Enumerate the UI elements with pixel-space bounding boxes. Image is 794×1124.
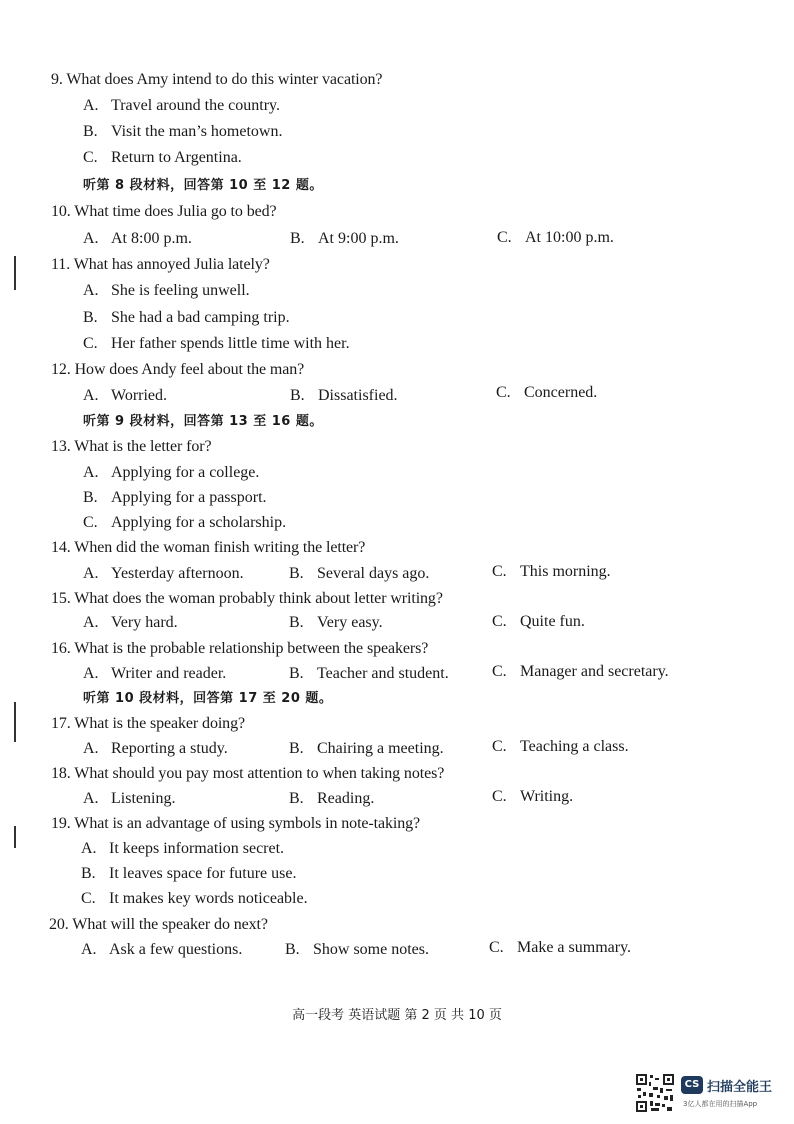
section-instruction: 听第 8 段材料，回答第 10 至 12 题。 (83, 178, 323, 193)
question-18-option-b[interactable] (289, 789, 374, 809)
camscanner-tagline: 3亿人都在用的扫描App (683, 1100, 758, 1108)
question-16-option-b[interactable] (289, 664, 449, 684)
question-17-stem: 17. What is the speaker doing? (51, 715, 245, 732)
question-18-stem: 18. What should you pay most attention to when taking notes? (51, 765, 445, 782)
margin-mark (14, 826, 16, 848)
camscanner-logo: CS (681, 1076, 703, 1094)
option-text: Manager and secretary. (520, 663, 669, 680)
option-letter: A. (81, 941, 97, 958)
option-text: Concerned. (524, 384, 598, 401)
option-letter: B. (81, 865, 96, 882)
margin-mark (14, 702, 16, 742)
option-letter: B. (83, 309, 98, 326)
question-12-option-a[interactable] (83, 386, 167, 406)
option-text: Teaching a class. (520, 738, 629, 755)
question-18-option-a[interactable] (83, 789, 175, 809)
option-letter: A. (83, 665, 99, 682)
option-letter: A. (83, 387, 99, 404)
option-text: Worried. (111, 387, 168, 404)
question-15-option-b[interactable] (289, 613, 383, 633)
question-20-option-b[interactable] (285, 940, 429, 960)
option-letter: C. (492, 738, 507, 755)
question-12-option-b[interactable] (290, 386, 398, 406)
option-letter: B. (289, 665, 304, 682)
option-text: Teacher and student. (317, 665, 449, 682)
option-text: Several days ago. (317, 565, 430, 582)
option-letter: A. (83, 565, 99, 582)
option-text: Make a summary. (517, 939, 632, 956)
option-letter: C. (489, 939, 504, 956)
option-letter: C. (497, 229, 512, 246)
option-text: Visit the man’s hometown. (111, 123, 283, 140)
question-9-stem: 9. What does Amy intend to do this winter vacation? (51, 71, 383, 88)
option-letter: B. (285, 941, 300, 958)
question-19-option-a[interactable] (81, 839, 284, 859)
option-letter: C. (492, 788, 507, 805)
question-10-option-c[interactable] (497, 228, 614, 248)
option-letter: B. (83, 489, 98, 506)
option-text: Show some notes. (313, 941, 429, 958)
option-letter: A. (83, 282, 99, 299)
option-text: Applying for a college. (111, 464, 260, 481)
option-text: Return to Argentina. (111, 149, 242, 166)
question-14-option-c[interactable] (492, 562, 611, 582)
option-letter: A. (81, 840, 97, 857)
option-text: Writing. (520, 788, 574, 805)
option-letter: B. (83, 123, 98, 140)
option-letter: C. (492, 613, 507, 630)
question-17-option-a[interactable] (83, 739, 228, 759)
option-letter: B. (290, 387, 305, 404)
option-letter: B. (289, 740, 304, 757)
option-text: She had a bad camping trip. (111, 309, 290, 326)
section-instruction: 听第 10 段材料，回答第 17 至 20 题。 (83, 691, 333, 706)
question-20-option-c[interactable] (489, 938, 631, 958)
option-letter: C. (83, 335, 98, 352)
option-text: At 8:00 p.m. (111, 230, 192, 247)
question-10-option-b[interactable] (290, 229, 399, 249)
option-letter: A. (83, 230, 99, 247)
option-text: Very hard. (111, 614, 178, 631)
option-letter: A. (83, 790, 99, 807)
question-17-option-c[interactable] (492, 737, 629, 757)
option-text: Her father spends little time with her. (111, 335, 350, 352)
option-text: Applying for a passport. (111, 489, 267, 506)
question-11-stem: 11. What has annoyed Julia lately? (51, 256, 270, 273)
option-text: It makes key words noticeable. (109, 890, 308, 907)
question-18-option-c[interactable] (492, 787, 573, 807)
option-text: Reading. (317, 790, 375, 807)
section-instruction: 听第 9 段材料，回答第 13 至 16 题。 (83, 414, 323, 429)
question-13-option-a[interactable] (83, 463, 259, 483)
question-10-stem: 10. What time does Julia go to bed? (51, 203, 277, 220)
camscanner-name: 扫描全能王 (707, 1080, 773, 1095)
option-letter: C. (83, 514, 98, 531)
question-20-stem: 20. What will the speaker do next? (49, 916, 268, 933)
option-letter: C. (81, 890, 96, 907)
option-text: At 9:00 p.m. (318, 230, 399, 247)
option-text: Listening. (111, 790, 176, 807)
question-10-option-a[interactable] (83, 229, 192, 249)
question-16-option-a[interactable] (83, 664, 226, 684)
option-text: This morning. (520, 563, 611, 580)
question-15-option-c[interactable] (492, 612, 585, 632)
question-14-option-a[interactable] (83, 564, 244, 584)
question-9-option-a[interactable] (83, 96, 280, 116)
qr-code-icon (635, 1073, 675, 1113)
option-text: Quite fun. (520, 613, 585, 630)
option-text: Yesterday afternoon. (111, 565, 244, 582)
option-letter: C. (492, 663, 507, 680)
question-19-option-b[interactable] (81, 864, 296, 884)
option-text: It keeps information secret. (109, 840, 285, 857)
option-letter: A. (83, 614, 99, 631)
question-12-stem: 12. How does Andy feel about the man? (51, 361, 305, 378)
option-letter: A. (83, 97, 99, 114)
question-14-stem: 14. When did the woman finish writing the letter? (51, 539, 366, 556)
question-15-stem: 15. What does the woman probably think about letter writing? (51, 590, 443, 607)
question-13-option-c[interactable] (83, 513, 286, 533)
option-text: Reporting a study. (111, 740, 228, 757)
option-letter: C. (492, 563, 507, 580)
question-11-option-b[interactable] (83, 308, 290, 328)
question-19-option-c[interactable] (81, 889, 308, 909)
option-letter: B. (289, 614, 304, 631)
option-letter: B. (290, 230, 305, 247)
option-letter: C. (496, 384, 511, 401)
question-20-option-a[interactable] (81, 940, 242, 960)
question-14-option-b[interactable] (289, 564, 429, 584)
option-text: Chairing a meeting. (317, 740, 444, 757)
question-9-option-c[interactable] (83, 148, 242, 168)
page-footer: 高一段考 英语试题 第 2 页 共 10 页 (292, 1008, 502, 1023)
option-letter: B. (289, 565, 304, 582)
question-15-option-a[interactable] (83, 613, 178, 633)
option-text: Dissatisfied. (318, 387, 398, 404)
option-text: Travel around the country. (111, 97, 280, 114)
question-11-option-a[interactable] (83, 281, 250, 301)
option-letter: B. (289, 790, 304, 807)
option-text: Ask a few questions. (109, 941, 243, 958)
option-letter: C. (83, 149, 98, 166)
option-text: Very easy. (317, 614, 383, 631)
question-17-option-b[interactable] (289, 739, 444, 759)
option-letter: A. (83, 740, 99, 757)
question-11-option-c[interactable] (83, 334, 350, 354)
question-12-option-c[interactable] (496, 383, 597, 403)
option-text: Applying for a scholarship. (111, 514, 287, 531)
option-letter: A. (83, 464, 99, 481)
option-text: It leaves space for future use. (109, 865, 297, 882)
question-13-option-b[interactable] (83, 488, 267, 508)
option-text: Writer and reader. (111, 665, 227, 682)
question-16-stem: 16. What is the probable relationship between the speakers? (51, 640, 429, 657)
option-text: She is feeling unwell. (111, 282, 250, 299)
option-text: At 10:00 p.m. (525, 229, 614, 246)
question-16-option-c[interactable] (492, 662, 669, 682)
question-13-stem: 13. What is the letter for? (51, 438, 212, 455)
question-19-stem: 19. What is an advantage of using symbols in note-taking? (51, 815, 421, 832)
margin-mark (14, 256, 16, 290)
question-9-option-b[interactable] (83, 122, 282, 142)
